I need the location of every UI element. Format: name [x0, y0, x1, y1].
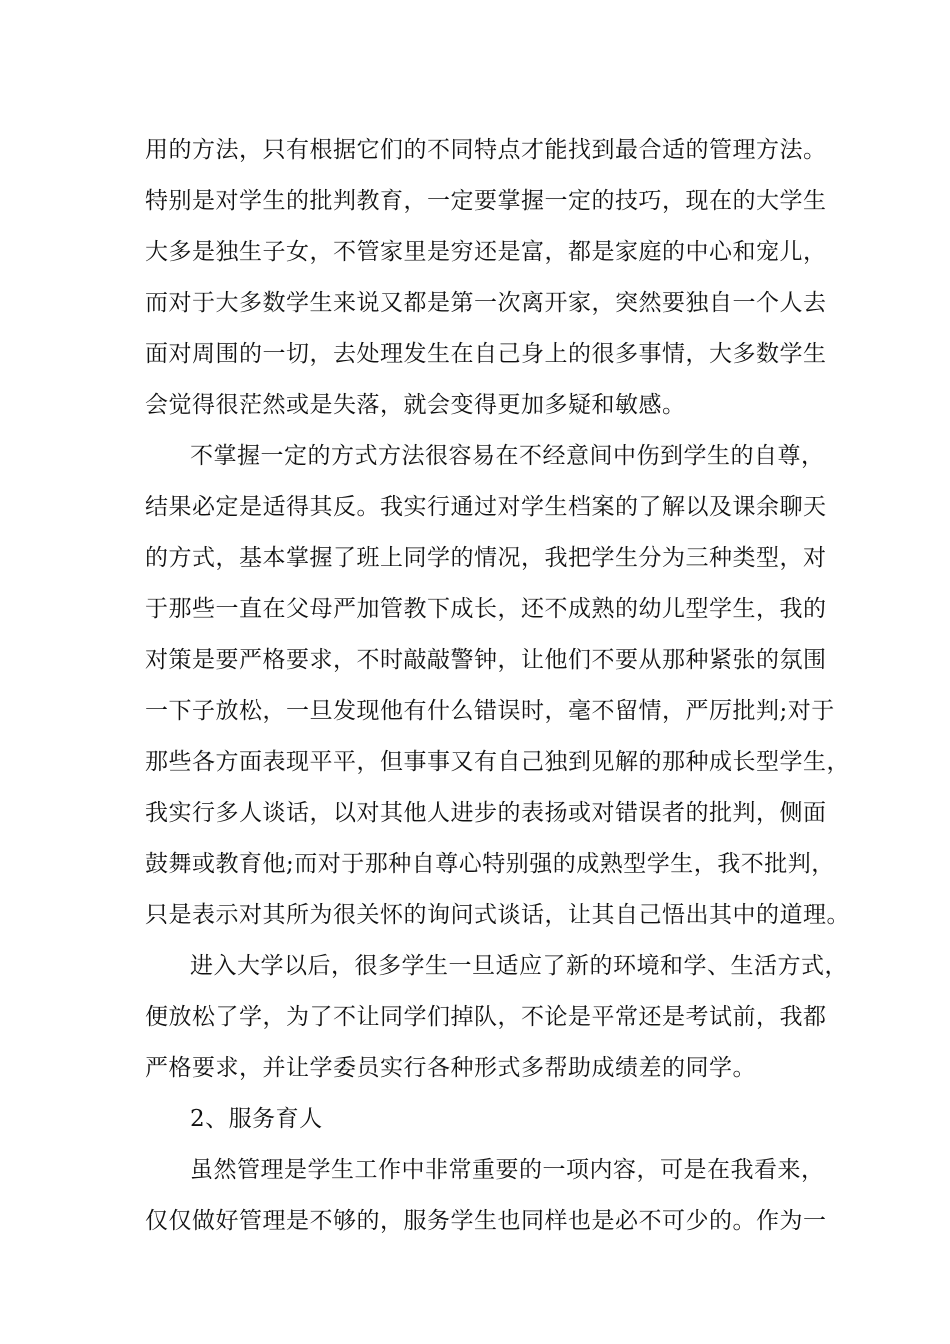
text-line: 结果必定是适得其反。我实行通过对学生档案的了解以及课余聊天 [145, 494, 827, 520]
text-line: 我实行多人谈话，以对其他人进步的表扬或对错误者的批判，侧面 [145, 800, 827, 826]
section-heading: 2、服务育人 [190, 1106, 323, 1132]
text-line: 一下子放松，一旦发现他有什么错误时，毫不留情，严厉批判;对于 [145, 698, 835, 724]
text-line: 鼓舞或教育他;而对于那种自尊心特别强的成熟型学生，我不批判， [145, 851, 835, 877]
text-line: 严格要求，并让学委员实行各种形式多帮助成绩差的同学。 [145, 1055, 756, 1081]
text-line: 于那些一直在父母严加管教下成长，还不成熟的幼儿型学生，我的 [145, 596, 827, 622]
text-line: 而对于大多数学生来说又都是第一次离开家，突然要独自一个人去 [145, 290, 827, 316]
paragraph-first-line: 虽然管理是学生工作中非常重要的一项内容，可是在我看来， [190, 1157, 825, 1183]
text-line: 用的方法，只有根据它们的不同特点才能找到最合适的管理方法。 [145, 137, 827, 163]
text-line: 的方式，基本掌握了班上同学的情况，我把学生分为三种类型，对 [145, 545, 827, 571]
paragraph-first-line: 不掌握一定的方式方法很容易在不经意间中伤到学生的自尊， [190, 443, 825, 469]
paragraph-first-line: 进入大学以后，很多学生一旦适应了新的环境和学、生活方式， [190, 953, 848, 979]
text-line: 特别是对学生的批判教育，一定要掌握一定的技巧，现在的大学生 [145, 188, 827, 214]
text-line: 对策是要严格要求，不时敲敲警钟，让他们不要从那种紧张的氛围 [145, 647, 827, 673]
text-line: 会觉得很茫然或是失落，就会变得更加多疑和敏感。 [145, 392, 686, 418]
text-line: 仅仅做好管理是不够的，服务学生也同样也是必不可少的。作为一 [145, 1208, 827, 1234]
text-line: 便放松了学，为了不让同学们掉队，不论是平常还是考试前，我都 [145, 1004, 827, 1030]
text-line: 面对周围的一切，去处理发生在自己身上的很多事情，大多数学生 [145, 341, 827, 367]
text-line: 只是表示对其所为很关怀的询问式谈话，让其自己悟出其中的道理。 [145, 902, 850, 928]
text-line: 那些各方面表现平平，但事事又有自己独到见解的那种成长型学生， [145, 749, 850, 775]
text-line: 大多是独生子女，不管家里是穷还是富，都是家庭的中心和宠儿， [145, 239, 827, 265]
